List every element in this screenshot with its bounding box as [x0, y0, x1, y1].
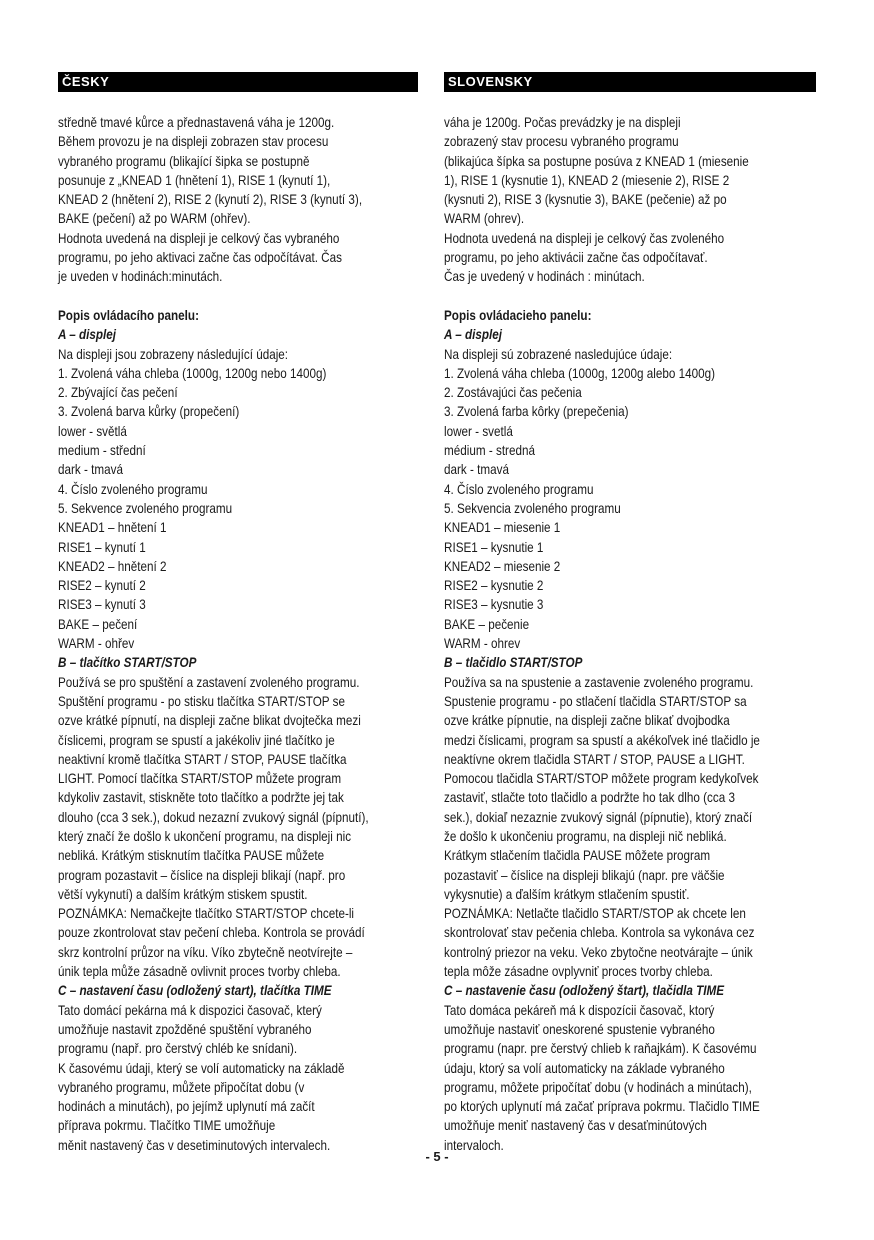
text-line: (kysnuti 2), RISE 3 (kysnutie 3), BAKE (pečenie) až po: [444, 192, 727, 208]
text-line: BAKE (pečení) až po WARM (ohřev).: [58, 211, 251, 227]
text-line: 4. Číslo zvoleného programu: [58, 481, 208, 497]
text-line: [444, 287, 815, 306]
text-line: WARM - ohřev: [58, 636, 135, 652]
text-line: umožňuje meniť nastavený čas v desaťminútových: [444, 1118, 707, 1134]
text-line: medium - střední: [58, 443, 146, 459]
text-line: 4. Číslo zvoleného programu: [444, 481, 594, 497]
text-line: únik tepla může zásadně ovlivnit proces tvorby chleba.: [58, 964, 341, 980]
text-line: vybraného programu, můžete připočítat dobu (v: [58, 1079, 305, 1095]
czech-body: [58, 113, 417, 1155]
text-line: posunuje z „KNEAD 1 (hnětení 1), RISE 1 (kynutí 1),: [58, 172, 331, 188]
text-line: 2. Zbývající čas pečení: [58, 385, 178, 401]
text-line: lower - svetlá: [444, 423, 513, 439]
text-line: RISE1 – kynutí 1: [58, 539, 146, 555]
text-line: KNEAD 2 (hnětení 2), RISE 2 (kynutí 2), RISE 3 (kynutí 3),: [58, 192, 363, 208]
text-line: skrz kontrolní průzor na víku. Víko zbytečně neotvírejte –: [58, 944, 353, 960]
text-line: vykysnutie) a ďalším krátkym stlačením spustiť.: [444, 886, 690, 902]
text-line: pouze zkontrolovat stav pečení chleba. Kontrola se provádí: [58, 925, 365, 941]
text-line: RISE3 – kysnutie 3: [444, 597, 544, 613]
text-line: Krátkym stlačením tlačidla PAUSE môžete program: [444, 848, 711, 864]
text-line: větší vykynutí) a dalším krátkým stiskem spustit.: [58, 886, 308, 902]
text-line: program pozastavit – číslice na displeji blikají (např. pro: [58, 867, 346, 883]
section-heading: Popis ovládacieho panelu:: [444, 307, 592, 323]
text-line: ozve krátké pípnutí, na displeji začne blikat dvojtečka mezi: [58, 713, 361, 729]
text-line: Na displeji jsou zobrazeny následující údaje:: [58, 346, 289, 362]
text-line: programu, po jeho aktivaci začne čas odpočítávat. Čas: [58, 250, 342, 266]
text-line: vybraného programu (blikající šipka se postupně: [58, 153, 310, 169]
text-line: Spuštění programu - po stisku tlačítka START/STOP se: [58, 693, 345, 709]
text-line: K časovému údaji, který se volí automaticky na základě: [58, 1060, 345, 1076]
text-line: Pomocou tlačidla START/STOP môžete program kedykoľvek: [444, 771, 759, 787]
text-line: nebliká. Krátkým stisknutím tlačítka PAUSE můžete: [58, 848, 325, 864]
text-line: zobrazený stav procesu vybraného programu: [444, 134, 679, 150]
text-line: programu (např. pro čerstvý chléb ke snídani).: [58, 1041, 298, 1057]
czech-header: ČESKY: [58, 72, 418, 92]
text-line: Čas je uvedený v hodinách : minútach.: [444, 269, 645, 285]
slovak-body: [444, 113, 815, 1155]
text-line: Tato domáca pekáreň má k dispozícii časovač, ktorý: [444, 1002, 715, 1018]
text-line: příprava pokrmu. Tlačítko TIME umožňuje: [58, 1118, 276, 1134]
text-line: 5. Sekvence zvoleného programu: [58, 500, 233, 516]
text-line: [58, 287, 417, 306]
text-line: medzi číslicami, program sa spustí a akékoľvek iné tlačidlo je: [444, 732, 760, 748]
text-line: umožňuje nastavit zpožděné spuštění vybraného: [58, 1021, 312, 1037]
slovak-header: SLOVENSKY: [444, 72, 816, 92]
slovak-column: [444, 72, 816, 1155]
text-line: lower - světlá: [58, 423, 127, 439]
text-line: pozastaviť – číslice na displeji blikajú (napr. pre väčšie: [444, 867, 725, 883]
text-line: intervaloch.: [444, 1137, 504, 1153]
text-line: LIGHT. Pomocí tlačítka START/STOP můžete program: [58, 771, 342, 787]
text-line: KNEAD1 – miesenie 1: [444, 520, 561, 536]
text-line: BAKE – pečení: [58, 616, 138, 632]
text-line: POZNÁMKA: Netlačte tlačidlo START/STOP ak chcete len: [444, 906, 746, 922]
text-line: váha je 1200g. Počas prevádzky je na displeji: [444, 115, 681, 130]
section-heading: A – displej: [58, 327, 117, 343]
text-line: ozve krátke pípnutie, na displeji začne blikať dvojbodka: [444, 713, 730, 729]
text-line: kontrolný priezor na veku. Veko zbytočne neotvárajte – únik: [444, 944, 753, 960]
text-line: 2. Zostávajúci čas pečenia: [444, 385, 582, 401]
czech-column: [58, 72, 418, 1155]
text-line: médium - stredná: [444, 443, 535, 459]
text-line: RISE1 – kysnutie 1: [444, 539, 544, 555]
text-line: 3. Zvolená barva kůrky (propečení): [58, 404, 240, 420]
section-heading: A – displej: [444, 327, 503, 343]
text-line: skontrolovať stav pečenia chleba. Kontrola sa vykonáva cez: [444, 925, 755, 941]
text-line: RISE2 – kynutí 2: [58, 578, 146, 594]
text-line: 1. Zvolená váha chleba (1000g, 1200g alebo 1400g): [444, 365, 716, 381]
text-line: KNEAD1 – hnětení 1: [58, 520, 167, 536]
text-line: dark - tmavá: [58, 462, 123, 478]
text-line: programu (napr. pre čerstvý chlieb k raňajkám). K časovému: [444, 1041, 757, 1057]
text-line: údaju, ktorý sa volí automaticky na základe vybraného: [444, 1060, 725, 1076]
text-line: dark - tmavá: [444, 462, 509, 478]
text-line: po ktorých uplynutí má začať príprava pokrmu. Tlačidlo TIME: [444, 1099, 760, 1115]
text-line: 3. Zvolená farba kôrky (prepečenia): [444, 404, 629, 420]
text-line: číslicemi, program se spustí a jakékoliv jiné tlačítko je: [58, 732, 335, 748]
section-heading: Popis ovládacího panelu:: [58, 307, 199, 323]
text-line: středně tmavé kůrce a přednastavená váha je 1200g.: [58, 115, 335, 130]
text-line: WARM - ohrev: [444, 636, 521, 652]
text-line: Tato domácí pekárna má k dispozici časovač, který: [58, 1002, 322, 1018]
text-line: neaktivní kromě tlačítka START / STOP, PAUSE tlačítka: [58, 751, 347, 767]
text-line: měnit nastavený čas v desetiminutových intervalech.: [58, 1137, 331, 1153]
text-line: Hodnota uvedená na displeji je celkový čas zvoleného: [444, 230, 725, 246]
text-line: Spustenie programu - po stlačení tlačidla START/STOP sa: [444, 693, 747, 709]
text-line: sek.), dokiaľ nezaznie zvukový signál (pípnutie), ktorý značí: [444, 809, 753, 825]
text-line: programu, po jeho aktivácii začne čas odpočítavať.: [444, 250, 708, 266]
section-heading: B – tlačidlo START/STOP: [444, 655, 583, 671]
text-line: je uveden v hodinách:minutách.: [58, 269, 223, 285]
text-line: WARM (ohrev).: [444, 211, 525, 227]
text-line: (blikajúca šípka sa postupne posúva z KNEAD 1 (miesenie: [444, 153, 749, 169]
text-line: zastaviť, stlačte toto tlačidlo a podržte ho tak dlho (cca 3: [444, 790, 735, 806]
section-heading: C – nastavenie času (odložený štart), tlačidla TIME: [444, 983, 725, 999]
text-line: hodinách a minutách), po jejímž uplynutí má začít: [58, 1099, 315, 1115]
section-heading: C – nastavení času (odložený start), tlačítka TIME: [58, 983, 332, 999]
text-line: že došlo k ukončeniu programu, na displeji nič nebliká.: [444, 828, 727, 844]
text-line: RISE2 – kysnutie 2: [444, 578, 544, 594]
page-number: - 5 -: [425, 1149, 449, 1164]
text-line: KNEAD2 – hnětení 2: [58, 558, 167, 574]
text-line: 1), RISE 1 (kysnutie 1), KNEAD 2 (miesenie 2), RISE 2: [444, 172, 730, 188]
text-line: 5. Sekvencia zvoleného programu: [444, 500, 621, 516]
text-line: Během provozu je na displeji zobrazen stav procesu: [58, 134, 329, 150]
text-line: dlouho (cca 3 sek.), dokud nezazní zvukový signál (pípnutí),: [58, 809, 369, 825]
text-line: umožňuje nastaviť oneskorené spustenie vybraného: [444, 1021, 715, 1037]
text-line: který značí že došlo k ukončení programu, na displeji nic: [58, 828, 352, 844]
text-line: Používa sa na spustenie a zastavenie zvoleného programu.: [444, 674, 754, 690]
text-line: POZNÁMKA: Nemačkejte tlačítko START/STOP chcete-li: [58, 906, 355, 922]
section-heading: B – tlačítko START/STOP: [58, 655, 197, 671]
text-line: tepla môže zásadne ovplyvniť proces tvorby chleba.: [444, 964, 713, 980]
text-line: Hodnota uvedená na displeji je celkový čas vybraného: [58, 230, 340, 246]
text-line: programu, môžete pripočítať dobu (v hodinách a minútach),: [444, 1079, 752, 1095]
text-line: kdykoliv zastavit, stiskněte toto tlačítko a podržte jej tak: [58, 790, 344, 806]
text-line: BAKE – pečenie: [444, 616, 530, 632]
text-line: RISE3 – kynutí 3: [58, 597, 146, 613]
text-line: neaktívne okrem tlačidla START / STOP, PAUSE a LIGHT.: [444, 751, 745, 767]
text-line: KNEAD2 – miesenie 2: [444, 558, 561, 574]
text-line: 1. Zvolená váha chleba (1000g, 1200g nebo 1400g): [58, 365, 327, 381]
text-line: Na displeji sú zobrazené nasledujúce údaje:: [444, 346, 673, 362]
text-line: Používá se pro spuštění a zastavení zvoleného programu.: [58, 674, 360, 690]
